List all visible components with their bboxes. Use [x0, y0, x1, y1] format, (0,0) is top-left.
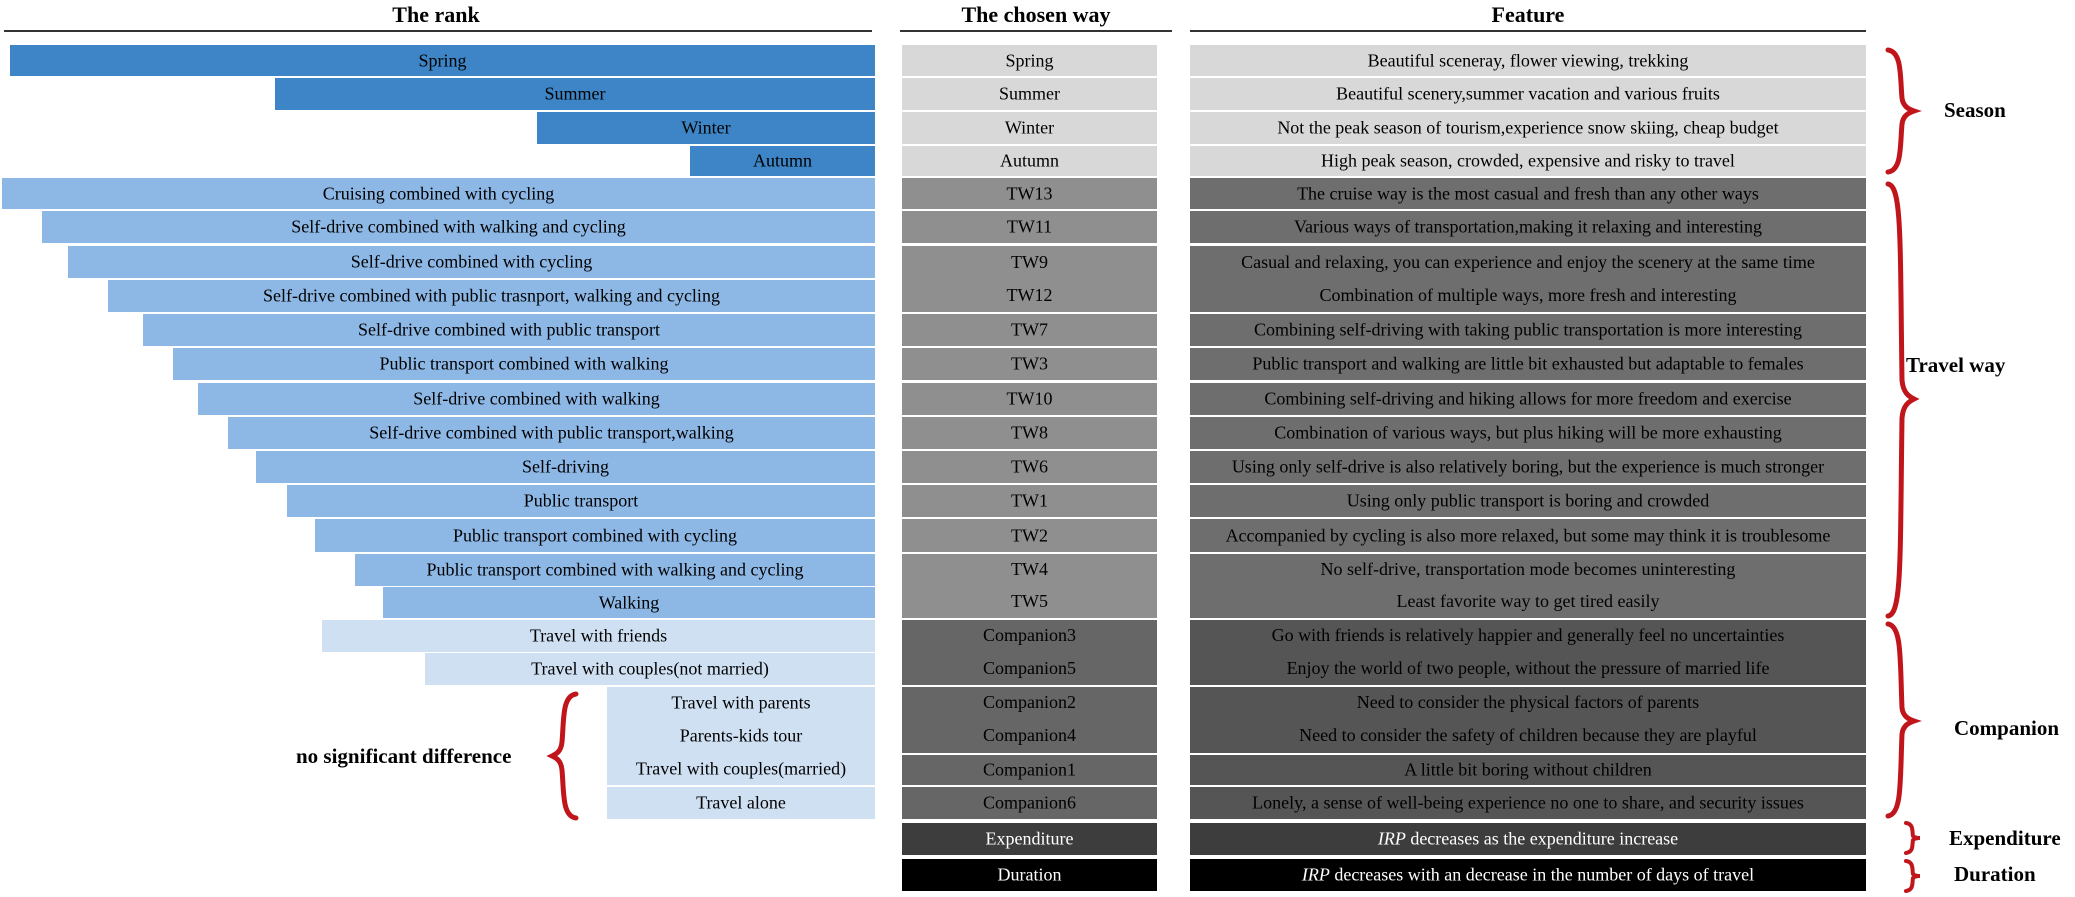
chosen-cell-season [902, 45, 1157, 76]
group-label-expenditure: Expenditure [1949, 826, 2061, 850]
feature-cell-travel-merged [1190, 554, 1866, 618]
rank-label: Travel with parents [671, 692, 811, 713]
rank-label: Self-drive combined with public trasnport, walking and cycling [263, 285, 720, 306]
rank-label: Spring [418, 50, 467, 70]
chosen-label: Spring [1005, 50, 1054, 70]
chosen-label: TW2 [1011, 525, 1048, 545]
feature-cell-travel [1190, 417, 1866, 449]
feature-cell-travel [1190, 383, 1866, 415]
feature-text: Need to consider the safety of children because they are playful [1299, 725, 1757, 745]
rank-label: Autumn [752, 150, 812, 171]
chosen-label: TW12 [1006, 285, 1053, 305]
rank-label: Self-drive combined with public transport,walking [369, 422, 734, 443]
feature-cell-companion-merged [1190, 620, 1866, 685]
rank-label: Public transport combined with walking and cycling [426, 559, 804, 580]
chosen-cell-season [902, 112, 1157, 144]
chosen-label: TW6 [1011, 456, 1048, 477]
feature-header-rule [1190, 30, 1866, 32]
rank-bar-travel [383, 587, 875, 618]
chosen-cell-companion-merged [902, 687, 1157, 753]
feature-text: The cruise way is the most casual and fresh than any other ways [1297, 183, 1759, 203]
feature-text [1190, 829, 1866, 850]
feature-text: Using only public transport is boring and crowded [1346, 490, 1710, 511]
rank-bar-season [537, 112, 875, 144]
chosen-cell-travel-merged [902, 554, 1157, 618]
feature-text: Not the peak season of tourism,experience snow skiing, cheap budget [1277, 117, 1779, 138]
feature-cell-travel [1190, 451, 1866, 483]
chosen-cell-companion-merged [902, 620, 1157, 685]
feature-text: Combining self-driving with taking public transportation is more interesting [1254, 319, 1802, 340]
chosen-label: Expenditure [985, 828, 1074, 849]
chosen-cell-travel [902, 485, 1157, 517]
chosen-cell-travel [902, 348, 1157, 380]
chosen-label: TW11 [1006, 216, 1053, 237]
feature-cell-travel [1190, 519, 1866, 552]
chosen-label: Summer [999, 83, 1060, 104]
chosen-cell-season [902, 78, 1157, 110]
rank-header-rule [4, 30, 872, 32]
feature-cell-travel [1190, 485, 1866, 517]
rank-bar-travel [315, 519, 875, 552]
rank-label: Self-drive combined with public transport [358, 319, 660, 340]
feature-cell-duration [1190, 859, 1866, 891]
feature-text: Go with friends is relatively happier and generally feel no uncertainties [1271, 625, 1785, 645]
chosen-way-header: The chosen way [961, 2, 1111, 27]
rank-label: Self-driving [522, 456, 609, 477]
no-significant-difference-brace [548, 690, 582, 822]
rank-bar-travel [42, 211, 875, 243]
chosen-label: TW8 [1011, 422, 1048, 443]
chosen-cell-expenditure [902, 823, 1157, 855]
rank-bar-season [10, 45, 875, 76]
feature-cell-season [1190, 146, 1866, 176]
chosen-label: TW5 [1011, 591, 1048, 611]
rank-bar-season [275, 78, 875, 110]
no-significant-difference-label: no significant difference [296, 744, 512, 768]
feature-cell-travel [1190, 314, 1866, 346]
rank-bar-companion [607, 719, 875, 753]
rank-bar-companion [322, 620, 875, 652]
chosen-cell-travel [902, 519, 1157, 552]
duration-brace [1900, 858, 1924, 894]
chosen-cell-travel [902, 178, 1157, 209]
feature-text: A little bit boring without children [1404, 759, 1652, 780]
feature-text: Combining self-driving and hiking allows for more freedom and exercise [1264, 388, 1792, 409]
rank-header: The rank [392, 2, 480, 27]
companion-brace [1882, 620, 1918, 820]
chosen-cell-season [902, 146, 1157, 176]
feature-cell-season [1190, 112, 1866, 144]
feature-cell-season [1190, 78, 1866, 110]
chosen-label: Companion2 [983, 692, 1076, 712]
chosen-label: Companion5 [983, 658, 1076, 678]
feature-text: Least favorite way to get tired easily [1396, 591, 1660, 611]
feature-text: Beautiful scenery,summer vacation and various fruits [1336, 83, 1720, 104]
feature-text: Public transport and walking are little bit exhausted but adaptable to females [1252, 353, 1804, 374]
feature-text-rest: decreases with an decrease in the number of days of travel [1329, 864, 1755, 885]
chosen-cell-travel [902, 314, 1157, 346]
rank-label: Public transport combined with cycling [453, 525, 737, 545]
feature-text: Various ways of transportation,making it relaxing and interesting [1294, 216, 1762, 237]
feature-text: Lonely, a sense of well-being experience no one to share, and security issues [1252, 792, 1804, 813]
chosen-label: TW13 [1006, 183, 1053, 203]
rank-bar-travel [198, 383, 875, 415]
rank-bar-travel [68, 246, 875, 278]
rank-label: Self-drive combined with walking [413, 388, 660, 409]
group-label-duration: Duration [1954, 862, 2036, 886]
rank-bar-companion [607, 787, 875, 819]
rank-label: Parents-kids tour [679, 725, 803, 746]
group-label-travel-way: Travel way [1906, 353, 2006, 377]
group-label-companion: Companion [1954, 716, 2060, 740]
rank-label: Travel alone [696, 792, 786, 813]
feature-text: Beautiful sceneray, flower viewing, trekking [1367, 50, 1689, 70]
rank-bar-companion [425, 653, 875, 685]
chosen-cell-companion [902, 787, 1157, 819]
feature-text: Enjoy the world of two people, without the pressure of married life [1286, 658, 1770, 678]
chosen-label: TW9 [1011, 252, 1048, 272]
chosen-way-header-rule [900, 30, 1172, 32]
chosen-cell-travel [902, 451, 1157, 483]
chosen-label: Duration [997, 864, 1062, 885]
chosen-label: TW1 [1011, 490, 1048, 511]
feature-text: Need to consider the physical factors of parents [1356, 692, 1700, 712]
rank-bar-travel [173, 348, 875, 380]
rank-label: Walking [598, 592, 660, 612]
feature-cell-companion-merged [1190, 687, 1866, 753]
feature-text: No self-drive, transportation mode becomes uninteresting [1320, 559, 1736, 579]
rank-label: Public transport combined with walking [379, 353, 669, 374]
feature-cell-season [1190, 45, 1866, 76]
chosen-cell-travel [902, 211, 1157, 243]
expenditure-brace [1900, 820, 1924, 856]
rank-bar-companion [607, 753, 875, 785]
chosen-label: TW4 [1011, 559, 1048, 579]
feature-text: Casual and relaxing, you can experience and enjoy the scenery at the same time [1241, 252, 1815, 272]
chosen-label: Autumn [999, 150, 1059, 171]
chosen-label: TW7 [1011, 319, 1048, 340]
feature-text [1190, 865, 1866, 886]
group-label-season: Season [1944, 98, 2006, 122]
feature-header: Feature [1491, 2, 1565, 27]
feature-cell-travel [1190, 211, 1866, 243]
feature-cell-travel-merged [1190, 246, 1866, 312]
chosen-cell-companion [902, 755, 1157, 785]
rank-label: Self-drive combined with walking and cycling [291, 216, 626, 237]
feature-text: Combination of multiple ways, more fresh and interesting [1319, 285, 1737, 305]
chosen-cell-travel-merged [902, 246, 1157, 312]
feature-cell-travel [1190, 178, 1866, 209]
rank-label: Public transport [523, 490, 639, 511]
rank-bar-travel [355, 554, 875, 586]
feature-text: Using only self-drive is also relatively boring, but the experience is much stronger [1231, 456, 1825, 477]
rank-bar-companion [607, 687, 875, 719]
rank-bar-travel [256, 451, 875, 483]
irp-term: IRP [1301, 864, 1330, 885]
rank-bar-travel [228, 417, 875, 449]
chosen-cell-duration [902, 859, 1157, 891]
rank-label: Self-drive combined with cycling [350, 251, 593, 272]
chosen-label: Companion1 [983, 759, 1076, 780]
chosen-cell-travel [902, 417, 1157, 449]
feature-cell-travel [1190, 348, 1866, 380]
chosen-label: Winter [1004, 117, 1055, 138]
feature-text: High peak season, crowded, expensive and risky to travel [1321, 150, 1735, 171]
rank-label: Travel with friends [529, 625, 668, 646]
feature-text-rest: decreases as the expenditure increase [1405, 828, 1679, 849]
feature-cell-expenditure [1190, 823, 1866, 855]
rank-label: Travel with couples(married) [635, 758, 847, 779]
chosen-label: TW10 [1006, 388, 1053, 409]
irp-term: IRP [1377, 828, 1406, 849]
chosen-label: Companion6 [983, 792, 1076, 813]
rank-bar-travel [143, 314, 875, 346]
season-brace [1882, 46, 1918, 176]
feature-cell-companion [1190, 787, 1866, 819]
rank-bar-travel [108, 280, 875, 312]
rank-label: Travel with couples(not married) [531, 658, 769, 679]
rank-label: Cruising combined with cycling [322, 183, 555, 203]
feature-text: Accompanied by cycling is also more relaxed, but some may think it is troublesome [1225, 525, 1831, 545]
chosen-cell-travel [902, 383, 1157, 415]
chosen-label: Companion4 [983, 725, 1076, 745]
rank-bar-season [690, 146, 875, 176]
rank-bar-travel [287, 485, 875, 517]
rank-label: Summer [544, 83, 606, 104]
feature-text: Combination of various ways, but plus hiking will be more exhausting [1274, 422, 1782, 443]
feature-cell-companion [1190, 755, 1866, 785]
rank-label: Winter [681, 117, 731, 138]
chosen-label: Companion3 [983, 625, 1076, 645]
travel-way-brace [1882, 180, 1918, 620]
rank-bar-travel [2, 178, 875, 209]
chosen-label: TW3 [1011, 353, 1048, 374]
